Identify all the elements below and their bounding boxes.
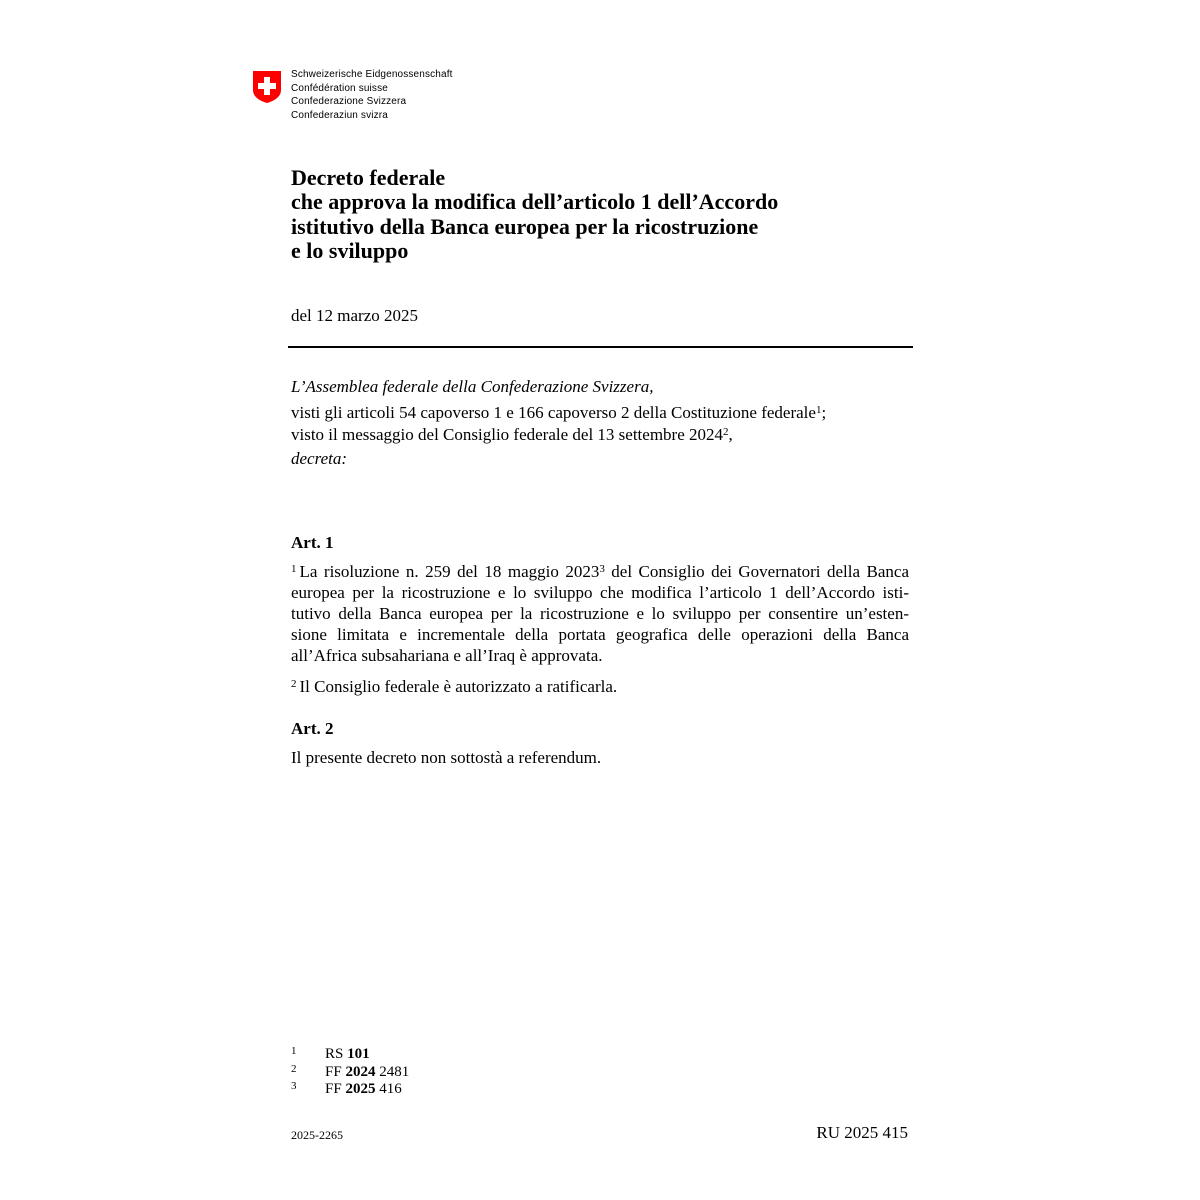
name-italian: Confederazione Svizzera [291,96,407,108]
article-heading: Art. 2 [291,719,334,738]
footnotes [291,1046,409,1099]
name-german: Schweizerische Eidgenossenschaft [291,69,453,80]
decreta-line: decreta: [291,449,348,468]
preamble [291,376,911,470]
paragraph-line: sione limitata e incrementale della portata geografica delle operazioni della Banca [291,625,909,644]
paragraph-text: La risoluzione n. 259 del 18 maggio 2023 [299,562,600,581]
punctuation: ; [821,403,827,422]
footnote-page: 2481 [379,1063,410,1080]
footnote-prefix: FF [325,1063,342,1080]
footnote-ref[interactable]: 3 [599,563,605,575]
article-1 [291,532,909,705]
paragraph-line: europea per la ricostruzione e lo sviluppo che modifica l’articolo 1 dell’Accordo isti- [291,583,909,602]
paragraph-2 [291,676,909,697]
footnote-prefix: RS [325,1046,344,1062]
document-code: 2025-2265 [291,1128,343,1142]
punctuation: , [728,425,733,444]
footnote-ref[interactable]: 2 [723,426,729,438]
footnote-number: 3 [291,1080,297,1092]
footnote-number: 1 [291,1045,297,1057]
federal-names [291,68,453,122]
footnote-number: 2 [291,1062,297,1075]
footnote-page: 416 [379,1081,402,1097]
name-french: Confédération suisse [291,82,388,94]
paragraph-number: 1 [291,563,297,575]
paragraph-text: del Consiglio dei Governatori della Banca [604,562,910,581]
name-romansh: Confederaziun svizra [291,109,388,121]
paragraph-1 [291,747,909,768]
message-text: visto il messaggio del Consiglio federale del 13 settembre 2024 [291,425,723,444]
paragraph-number: 2 [291,678,297,690]
legal-basis-line [291,402,911,424]
footnote-ref[interactable]: 1 [815,404,822,416]
title-line: Decreto federale [291,165,446,190]
paragraph-line: tutivo della Banca europea per la ricostruzione e lo sviluppo per consentire un’esten- [291,604,909,623]
message-line [291,424,911,446]
legal-basis-text: visti gli articoli 54 capoverso 1 e 166 capoverso 2 della Costituzione federale [291,403,816,422]
official-reference: RU 2025 415 [816,1123,908,1142]
footnote-bold: 2024 [345,1063,376,1080]
paragraph-line: all’Africa subsahariana e all’Iraq è approvata. [291,646,603,665]
swiss-cross-icon [252,70,282,104]
article-heading: Art. 1 [291,533,334,552]
document-date: del 12 marzo 2025 [291,306,418,325]
assembly-line: L’Assemblea federale della Confederazione Svizzera, [291,377,654,396]
footnote [291,1081,409,1099]
divider [288,346,913,348]
footnote-bold: 2025 [345,1081,376,1097]
paragraph-1 [291,561,909,666]
footnote-prefix: FF [325,1081,342,1097]
footnote-bold: 101 [347,1046,370,1062]
title-line: e lo sviluppo [291,238,409,264]
title-line: che approva la modifica dell’articolo 1 dell’Accordo [291,189,779,215]
paragraph-text: Il presente decreto non sottostà a referendum. [291,748,602,767]
title-line: istitutivo della Banca europea per la ricostruzione [291,213,759,239]
paragraph-text: Il Consiglio federale è autorizzato a ratificarla. [299,677,618,696]
article-2 [291,718,909,776]
document-title [291,166,891,264]
federal-header [252,68,453,122]
paragraph-line [291,561,909,582]
